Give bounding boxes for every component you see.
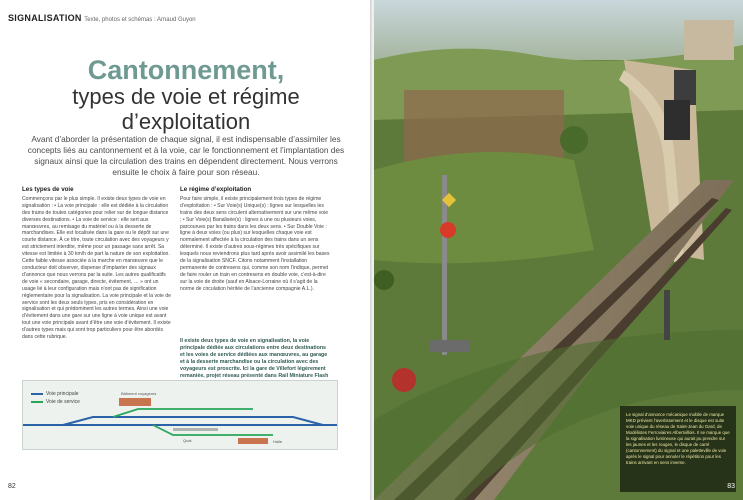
column-heading: Le régime d’exploitation (180, 186, 252, 193)
column-operating-regime (180, 187, 330, 293)
diagram-legend (31, 391, 80, 407)
legend-item-main-track (31, 391, 80, 397)
track-diagram (22, 380, 338, 450)
right-page (374, 0, 743, 500)
building-label: Bâtiment voyageurs (121, 391, 157, 396)
author-credits: Texte, photos et schémas : Arnaud Guyon (84, 17, 196, 23)
column-body: Pour faire simple, il existe principalement trois types de régime d’exploitation : • Sur Voie(s) Unique(s) : lignes sur lesquelles les trains des deux sens circulent alternativement sur une même voie ; • Sur Voie(s) Banalisée(s) : lignes à une ou plusieurs voies, parcourues par les trains dans les deux sens. • Sur Double Voie : ligne à deux voies (ou plus) sur lesquelles chaque voie est normalement affectée à la circulation des trains dans un sens déterminé. Il existe d’autres sous-régimes très spécifiques sur lesquels nous reviendrons plus tard après avoir assimilé les bases de la signalisation SNCF. Citons notamment l’installation permanente de contresens qui, comme son nom l’indique, permet de faire rouler un train en contresens en double voie, c’est-à-dire sur la voie de droite (sauf en Alsace-Lorraine où il s’agit de la norme de circulation héritée de l’ancienne compagnie A.L.). (180, 195, 330, 292)
page-number-left: 82 (8, 483, 16, 490)
column-body: Commençons par le plus simple. Il existe deux types de voie en signalisation : • La voie principale : elle est dédiée à la circulation des trains de toutes catégories pour relier sur de longue distance diverses destinations. • La voie de service : elle sert aux manœuvres, au remisage du matériel ou à la desserte de marchandises. Elle est localisée dans la gare ou le dépôt sur une courte distance. À ce titre, toute circulation avec des voyageurs y est strictement interdite, même pour un passage sans arrêt. Sa vitesse est limitée à 30 km/h de part la nature de son exploitation. Cette faible vitesse associée à la marche en manœuvre que le conducteur doit observer, dispense d’implanter des signaux d’annonce que nous verrons par la suite. Les autres qualificatifs de voie « secondaire, garage, directe, évitement, … » ont un usage lié à leur configuration mais n’ont pas de signification réglementaire pour la signalisation. La voie principale et la voie de service sont les deux seuls types, pris en considération en signalisation et qui prédominent les autres termes. Ainsi une voie d’évitement dans une gare sur une ligne à voie unique est avant tout une voie principale avant d’être une voie d’évitement. Il existe d’autres types mais qui sont trop particuliers pour être abordés dans cette rubrique. (22, 195, 171, 341)
article-title-line3: d’exploitation (121, 109, 251, 134)
main-track-swatch (31, 393, 43, 395)
intro-paragraph: Avant d’aborder la présentation de chaque signal, il est indispensable d’assimiler les concepts liés au cantonnement et à la voie, car le fonctionnement et l’implantation des signaux ainsi que la circulation des trains en dépendent directement. Nous verrons ensuite le choix à faire pour son réseau. (27, 134, 345, 177)
legend-item-service-track (31, 399, 80, 405)
article-title-line1: Cantonnement, (87, 55, 285, 85)
column-track-types (22, 187, 172, 341)
legend-label: Voie de service (46, 399, 80, 405)
column-heading: Les types de voie (22, 186, 74, 193)
article-title-line2: types de voie et régime (72, 84, 300, 109)
section-title: SIGNALISATION (8, 13, 82, 23)
halle-label: Halle (273, 439, 283, 444)
section-header (8, 13, 196, 23)
photo-caption: Le signal d’annonce mécanique mobile de marque MKD prévient l’avertissement et le disque est suite voie unique du réseau de Saint-Jean du Gard, de Modélistes Ferroviaires Albertvillois. Il se marque que la signalisation lumineuse qui aurait pu prendre sur les jaunes et les rouges, le disque de carré (cantonnement) du signal et une paletteville de voie après le signal pour annuler le répétition pour les trains arrivant en sens inverse. (620, 406, 736, 492)
highlight-callout: Il existe deux types de voie en signalisation, la voie principale dédiée aux circulations entre deux destinations et les voies de service dédiées aux manœuvres, au garage et à la desserte marchandise ou la circulation avec des voyageurs est proscrite. Ici la gare de Villefort légèrement remaniée, projet réseau présenté dans Rail Miniature Flash (180, 338, 329, 379)
service-track-swatch (31, 401, 43, 403)
page-number-right: 83 (727, 483, 735, 490)
legend-label: Voie principale (46, 391, 79, 397)
platform-label: Quai (183, 438, 192, 443)
